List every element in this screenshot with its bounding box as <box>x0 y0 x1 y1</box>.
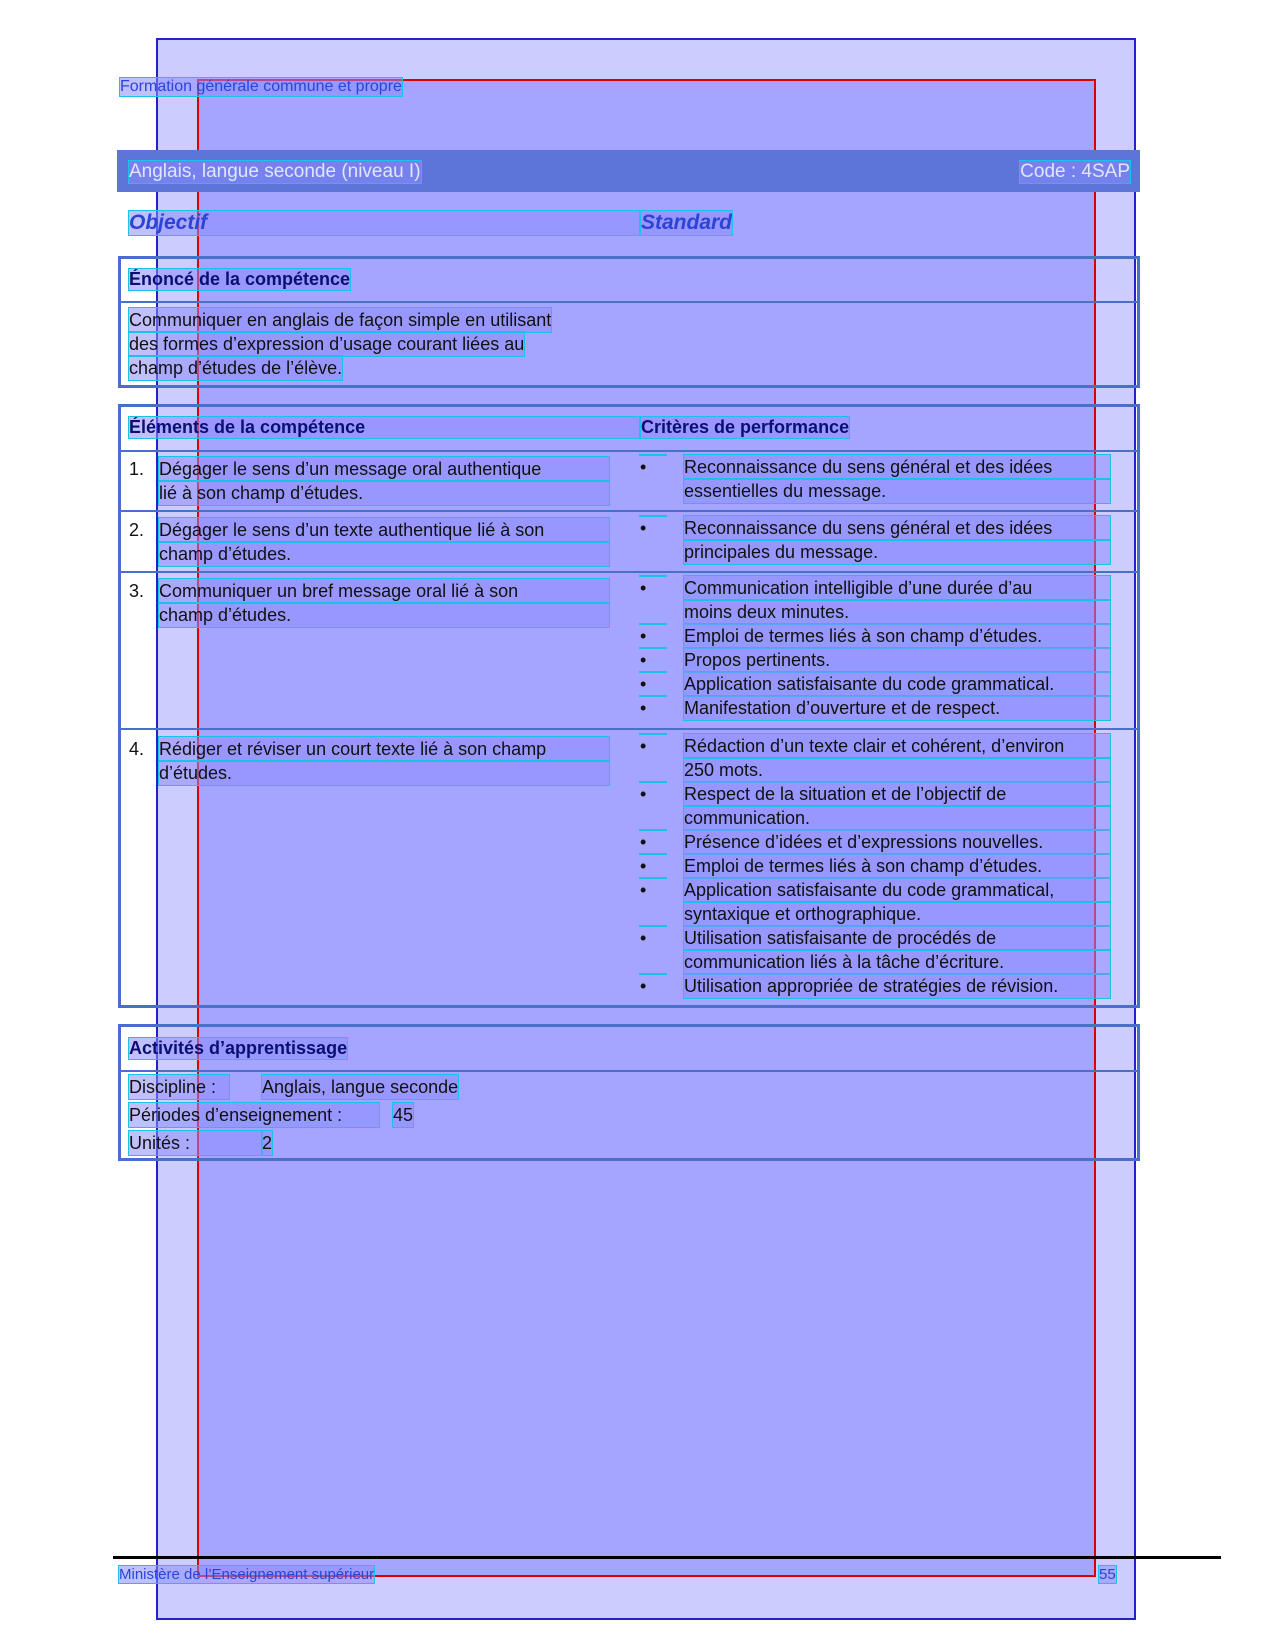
discipline-value: Anglais, langue seconde <box>262 1077 459 1097</box>
criterion-text: Application satisfaisante du code grammatical. <box>684 672 1110 696</box>
criterion <box>640 455 1110 503</box>
criteria-list <box>640 455 1110 503</box>
divider <box>121 510 1137 512</box>
activities-heading: Activités d’apprentissage <box>129 1038 348 1058</box>
footer-ministry: Ministère de l’Enseignement supérieur <box>119 1566 375 1583</box>
competence-line: champ d’études de l’élève. <box>129 358 343 378</box>
criterion-text: Reconnaissance du sens général et des idées <box>684 455 1110 479</box>
criterion <box>640 830 1110 854</box>
criterion <box>640 696 1110 720</box>
criterion <box>640 926 1110 974</box>
divider <box>121 728 1137 730</box>
periods-value: 45 <box>393 1105 414 1125</box>
criterion-text: Utilisation appropriée de stratégies de révision. <box>684 974 1110 998</box>
criterion <box>640 854 1110 878</box>
element-item <box>129 457 609 505</box>
competence-heading: Énoncé de la compétence <box>129 269 351 289</box>
criterion-text: Manifestation d’ouverture et de respect. <box>684 696 1110 720</box>
criterion-text: Respect de la situation et de l’objectif de <box>684 782 1110 806</box>
criterion <box>640 672 1110 696</box>
course-title: Anglais, langue seconde (niveau I) <box>129 161 421 182</box>
element-text: Rédiger et réviser un court texte lié à son champ <box>159 737 609 761</box>
element-number: 4. <box>129 739 145 759</box>
criterion-text: Application satisfaisante du code grammatical, <box>684 878 1110 902</box>
discipline-label: Discipline : <box>129 1075 229 1099</box>
element-item <box>129 737 609 785</box>
criterion-text: Utilisation satisfaisante de procédés de <box>684 926 1110 950</box>
criterion <box>640 782 1110 830</box>
units-value: 2 <box>262 1133 273 1153</box>
element-text: d’études. <box>159 761 609 785</box>
section-header: Formation générale commune et propre <box>120 78 402 95</box>
divider <box>121 571 1137 573</box>
criteria-list <box>640 516 1110 564</box>
divider <box>121 301 1137 303</box>
criterion-text: Reconnaissance du sens général et des idées <box>684 516 1110 540</box>
periods-label: Périodes d’enseignement : <box>129 1103 379 1127</box>
objective-label: Objectif <box>129 211 639 235</box>
element-number: 2. <box>129 520 145 540</box>
criterion-text: moins deux minutes. <box>684 600 1110 624</box>
criterion-text: communication. <box>684 806 1110 830</box>
divider <box>121 1070 1137 1072</box>
criterion <box>640 576 1110 624</box>
criterion <box>640 974 1110 998</box>
criterion <box>640 648 1110 672</box>
element-text: champ d’études. <box>159 603 609 627</box>
page-number: 55 <box>1099 1566 1116 1583</box>
divider <box>121 450 1137 452</box>
element-item <box>129 579 609 627</box>
criterion-text: Propos pertinents. <box>684 648 1110 672</box>
element-text: Communiquer un bref message oral lié à son <box>159 579 609 603</box>
competence-line: des formes d’expression d’usage courant liées au <box>129 334 525 354</box>
element-text: Dégager le sens d’un message oral authentique <box>159 457 609 481</box>
element-item <box>129 518 609 566</box>
criterion-text: Communication intelligible d’une durée d’au <box>684 576 1110 600</box>
footer-rule <box>113 1556 1221 1559</box>
criterion <box>640 516 1110 564</box>
criterion-text: Présence d’idées et d’expressions nouvelles. <box>684 830 1110 854</box>
element-number: 3. <box>129 581 145 601</box>
element-text: Dégager le sens d’un texte authentique lié à son <box>159 518 609 542</box>
criterion <box>640 734 1110 782</box>
competence-line: Communiquer en anglais de façon simple en utilisant <box>129 310 552 330</box>
elements-heading: Éléments de la compétence <box>129 417 639 438</box>
element-text: lié à son champ d’études. <box>159 481 609 505</box>
criterion-text: 250 mots. <box>684 758 1110 782</box>
criterion-text: Emploi de termes liés à son champ d’études. <box>684 624 1110 648</box>
competence-statement <box>129 308 551 380</box>
criterion-text: Rédaction d’un texte clair et cohérent, d’environ <box>684 734 1110 758</box>
course-code: Code : 4SAP <box>1020 161 1130 182</box>
criteria-list <box>640 734 1110 998</box>
units-label: Unités : <box>129 1131 262 1155</box>
criterion-text: principales du message. <box>684 540 1110 564</box>
criterion-text: communication liés à la tâche d’écriture. <box>684 950 1110 974</box>
standard-label: Standard <box>641 211 733 234</box>
criterion-text: essentielles du message. <box>684 479 1110 503</box>
element-text: champ d’études. <box>159 542 609 566</box>
criterion <box>640 624 1110 648</box>
criteria-heading: Critères de performance <box>641 417 850 437</box>
element-number: 1. <box>129 459 145 479</box>
criterion-text: syntaxique et orthographique. <box>684 902 1110 926</box>
criterion <box>640 878 1110 926</box>
criterion-text: Emploi de termes liés à son champ d’études. <box>684 854 1110 878</box>
criteria-list <box>640 576 1110 720</box>
